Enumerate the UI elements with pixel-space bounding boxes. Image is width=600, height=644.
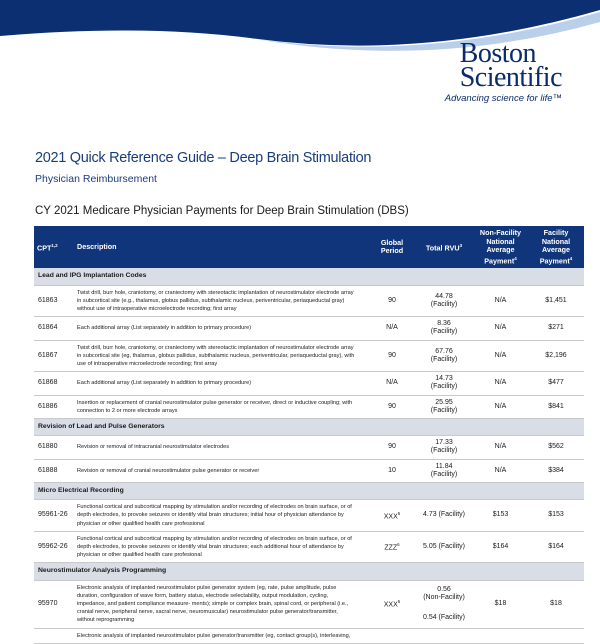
- page-subtitle: Physician Reimbursement: [35, 173, 157, 185]
- table-row-partial: [34, 628, 584, 643]
- global-period: N/A: [369, 372, 415, 395]
- table-row: [34, 285, 584, 317]
- group-label: Micro Electrical Recording: [34, 483, 584, 500]
- cpt-code: 95970: [34, 580, 74, 628]
- global-period: 90: [369, 395, 415, 418]
- facility-payment: $18: [528, 580, 584, 628]
- non-facility-payment: N/A: [473, 285, 528, 317]
- cpt-code: 61888: [34, 459, 74, 482]
- global-period: N/A: [369, 317, 415, 340]
- cpt-code: 61886: [34, 395, 74, 418]
- code-description: Revision or removal of cranial neurostimulator pulse generator or receiver: [74, 459, 369, 482]
- total-rvu: 14.73 (Facility): [415, 372, 473, 395]
- table-group-row: [34, 268, 584, 285]
- non-facility-payment: $164: [473, 531, 528, 563]
- table-row: [34, 580, 584, 628]
- table-group-row: [34, 563, 584, 580]
- table-row: [34, 340, 584, 372]
- total-rvu: 44.78 (Facility): [415, 285, 473, 317]
- facility-payment: $841: [528, 395, 584, 418]
- cpt-code: 61880: [34, 436, 74, 459]
- global-period: 10: [369, 459, 415, 482]
- cpt-code: 61868: [34, 372, 74, 395]
- facility-payment: $2,196: [528, 340, 584, 372]
- column-header-description: Description: [74, 226, 369, 268]
- table-caption: CY 2021 Medicare Physician Payments for Deep Brain Stimulation (DBS): [35, 205, 409, 217]
- facility-payment: $271: [528, 317, 584, 340]
- facility-payment: $384: [528, 459, 584, 482]
- brand-name-line1: Boston: [459, 38, 536, 69]
- payments-table: [34, 226, 584, 644]
- code-description: Revision or removal of intracranial neurostimulator electrodes: [74, 436, 369, 459]
- cpt-code: 95961-26: [34, 500, 74, 532]
- table-group-row: [34, 419, 584, 436]
- global-period: 90: [369, 436, 415, 459]
- total-rvu: 0.56 (Non-Facility) 0.54 (Facility): [415, 580, 473, 628]
- total-rvu: 67.76 (Facility): [415, 340, 473, 372]
- empty-cell: [369, 628, 415, 643]
- total-rvu: 4.73 (Facility): [415, 500, 473, 532]
- table-row: [34, 531, 584, 563]
- column-header-total-rvu: Total RVU$^3$: [415, 226, 473, 268]
- empty-cell: [415, 628, 473, 643]
- group-label: Lead and IPG Implantation Codes: [34, 268, 584, 285]
- total-rvu: 25.95 (Facility): [415, 395, 473, 418]
- column-header-global-period: Global Period: [369, 226, 415, 268]
- facility-payment: $153: [528, 500, 584, 532]
- code-description: Functional cortical and subcortical mapping by stimulation and/or recording of electrodes on brain surface, or of depth electrodes, to provoke seizures or identify vital brain structures; each additional hour of attendance by physician or other qualified health care profesional: [74, 531, 369, 563]
- code-description: Electronic analysis of implanted neurostimulator pulse generator system (eg, rate, pulse amplitude, pulse duration, configuration of wave form, battery status, electrode selectability, output modulation, cycling, impedance, and patient compliance measure- ments); simple or complex brain, spinal cord, or peripheral (i.e., cranial nerve, peripheral nerve, sacral nerve, neuromuscular) neurostimulator pulse generator/transmitter, without reprogramming: [74, 580, 369, 628]
- cpt-code: 61863: [34, 285, 74, 317]
- code-description: Twist drill, burr hole, craniotomy, or craniectomy with stereotactic implantation of neurostimulator electrode array in subcortical site (e.g., thalamus, globus pallidus, subthalamic nucleus, periventricular, periaqueductal gray) without use of intraoperative microelectrode recording; first array: [74, 285, 369, 317]
- non-facility-payment: N/A: [473, 459, 528, 482]
- non-facility-payment: N/A: [473, 395, 528, 418]
- table-row: [34, 372, 584, 395]
- non-facility-payment: N/A: [473, 317, 528, 340]
- column-header-non-facility-payment: Non-Facility National Average Payment$^4$: [473, 226, 528, 268]
- brand-name-line2: Scientific: [459, 62, 562, 93]
- empty-cell: [473, 628, 528, 643]
- code-description: Insertion or replacement of cranial neurostimulator pulse generator or receiver, direct or inductive coupling; with connection to 2 or more electrode arrays: [74, 395, 369, 418]
- code-description: Each additional array (List separately in addition to primary procedure): [74, 317, 369, 340]
- global-period: ZZZ$^6$: [369, 531, 415, 563]
- cpt-code: 95962-26: [34, 531, 74, 563]
- code-description: Functional cortical and subcortical mapping by stimulation and/or recording of electrodes on brain surface, or of depth electrodes, to provoke seizures or identify vital brain structures; initial hour of physician attendance by physician or other qualified health care professional: [74, 500, 369, 532]
- code-description: Twist drill, burr hole, craniotomy, or craniectomy with stereotactic implantation of neurostimulator electrode array in subcortical site (eg, thalamus, globus pallidus, subthalamic nucleus, periventricular, periaqueductal gray), with use of intraoperative microelectrode recording; first array: [74, 340, 369, 372]
- facility-payment: $562: [528, 436, 584, 459]
- table-row: [34, 317, 584, 340]
- non-facility-payment: $18: [473, 580, 528, 628]
- non-facility-payment: N/A: [473, 372, 528, 395]
- global-period: 90: [369, 285, 415, 317]
- cpt-code: 61864: [34, 317, 74, 340]
- code-description: Each additional array (List separately in addition to primary procedure): [74, 372, 369, 395]
- total-rvu: 8.36 (Facility): [415, 317, 473, 340]
- cpt-code: 61867: [34, 340, 74, 372]
- page-title: 2021 Quick Reference Guide – Deep Brain Stimulation: [35, 150, 372, 166]
- brand-logo: [444, 38, 562, 104]
- non-facility-payment: N/A: [473, 436, 528, 459]
- total-rvu: 17.33 (Facility): [415, 436, 473, 459]
- table-header-row: [34, 226, 584, 268]
- table-row: [34, 459, 584, 482]
- group-label: Neurostimulator Analysis Programming: [34, 563, 584, 580]
- global-period: XXX$^5$: [369, 500, 415, 532]
- non-facility-payment: $153: [473, 500, 528, 532]
- total-rvu: 11.84 (Facility): [415, 459, 473, 482]
- cpt-code: [34, 628, 74, 643]
- table-group-row: [34, 483, 584, 500]
- table-row: [34, 395, 584, 418]
- group-label: Revision of Lead and Pulse Generators: [34, 419, 584, 436]
- column-header-facility-payment: Facility National Average Payment$^4$: [528, 226, 584, 268]
- empty-cell: [528, 628, 584, 643]
- table-row: [34, 436, 584, 459]
- non-facility-payment: N/A: [473, 340, 528, 372]
- code-description: Electronic analysis of implanted neurostimulator pulse generator/transmitter (eg, contact group(s), interleaving,: [74, 628, 369, 643]
- facility-payment: $1,451: [528, 285, 584, 317]
- global-period: 90: [369, 340, 415, 372]
- table-row: [34, 500, 584, 532]
- global-period: XXX$^5$: [369, 580, 415, 628]
- facility-payment: $477: [528, 372, 584, 395]
- total-rvu: 5.05 (Facility): [415, 531, 473, 563]
- table-body: [34, 268, 584, 643]
- column-header-cpt: CPT$^{1,2}$: [34, 226, 74, 268]
- brand-tagline: Advancing science for life™: [444, 93, 562, 104]
- facility-payment: $164: [528, 531, 584, 563]
